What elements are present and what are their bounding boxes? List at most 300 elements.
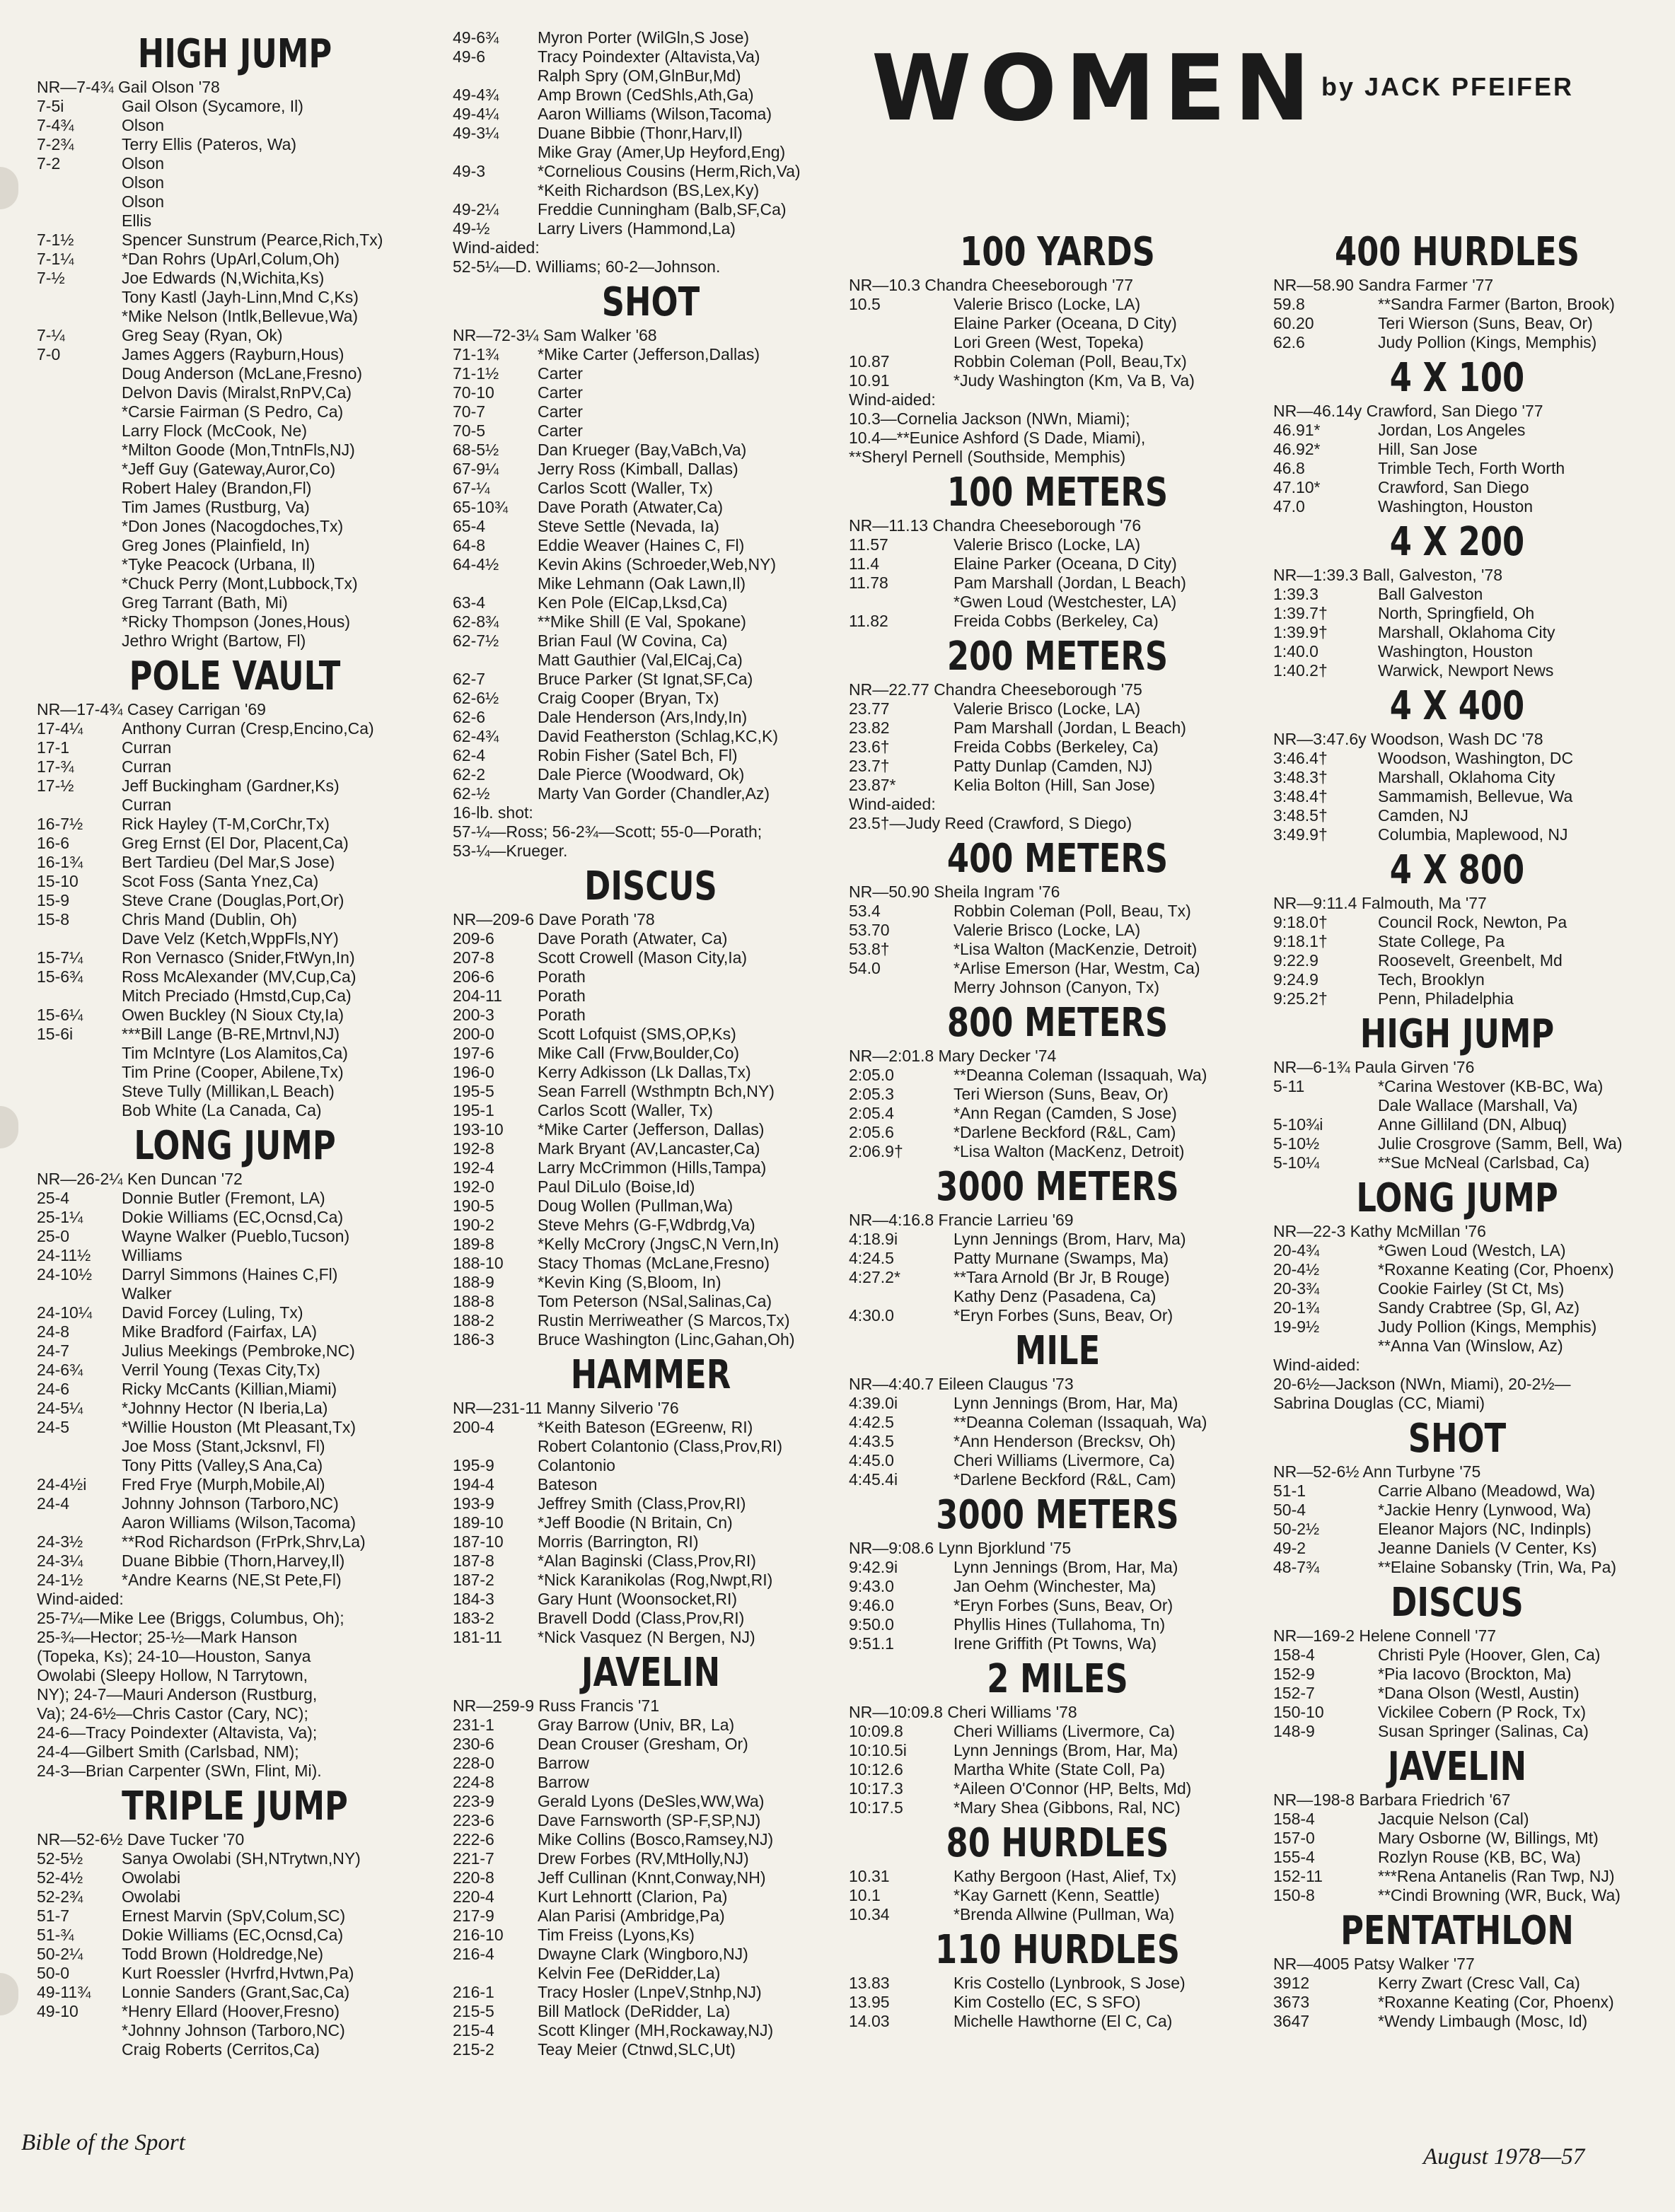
result-row bbox=[453, 1311, 849, 1330]
result-row bbox=[37, 1532, 433, 1552]
result-mark: 15-9 bbox=[37, 891, 70, 909]
result-mark: 188-2 bbox=[453, 1311, 494, 1329]
result-mark: 70-5 bbox=[453, 421, 486, 440]
result-row bbox=[1273, 1665, 1641, 1684]
result-mark: 10.91 bbox=[849, 371, 890, 390]
athlete-name: Paul DiLulo (Boise,Id) bbox=[538, 1177, 695, 1196]
athlete-name: Pam Marshall (Jordan, L Beach) bbox=[954, 718, 1186, 737]
result-mark bbox=[453, 181, 538, 200]
result-row bbox=[453, 948, 849, 967]
result-row bbox=[453, 162, 849, 181]
result-mark: 48-7¾ bbox=[1273, 1558, 1320, 1576]
result-mark: 63-4 bbox=[453, 593, 486, 612]
athlete-name: Curran bbox=[122, 757, 172, 776]
result-mark bbox=[37, 498, 122, 517]
result-mark: 193-9 bbox=[453, 1494, 494, 1513]
athlete-name: Vickilee Cobern (P Rock, Tx) bbox=[1378, 1703, 1587, 1721]
result-row bbox=[37, 1513, 433, 1532]
result-row bbox=[453, 1177, 849, 1197]
result-mark: 49-½ bbox=[453, 219, 490, 238]
athlete-name: Tim Freiss (Lyons,Ks) bbox=[538, 1926, 695, 1944]
athlete-name: Tim McIntyre (Los Alamitos,Ca) bbox=[122, 1044, 348, 1062]
result-row bbox=[37, 1456, 433, 1475]
result-row bbox=[1273, 2012, 1641, 2031]
result-mark: 220-8 bbox=[453, 1868, 494, 1887]
athlete-name: Tracy Poindexter (Altavista,Va) bbox=[538, 47, 760, 66]
event-section bbox=[849, 1489, 1266, 1653]
result-mark: 10:10.5i bbox=[849, 1741, 907, 1759]
athlete-name: *Mike Nelson (Intlk,Bellevue,Wa) bbox=[122, 307, 359, 325]
result-mark: 148-9 bbox=[1273, 1722, 1315, 1740]
athlete-name: *Roxanne Keating (Cor, Phoenx) bbox=[1378, 1993, 1614, 2011]
athlete-name: Lynn Jennings (Brom, Harv, Ma) bbox=[954, 1230, 1186, 1248]
result-mark: 10:09.8 bbox=[849, 1722, 903, 1740]
athlete-name: *Kelly McCrory (JngsC,N Vern,In) bbox=[538, 1235, 779, 1253]
athlete-name: Trimble Tech, Forth Worth bbox=[1378, 459, 1565, 477]
athlete-name: Bruce Washington (Linc,Gahan,Oh) bbox=[538, 1330, 795, 1349]
result-row bbox=[453, 200, 849, 219]
event-heading: 400 METERS bbox=[946, 836, 1169, 882]
result-row bbox=[37, 738, 433, 757]
result-row bbox=[1273, 1867, 1641, 1886]
result-mark bbox=[453, 574, 538, 593]
result-mark bbox=[37, 1456, 122, 1475]
result-mark: 52-5½ bbox=[37, 1849, 83, 1868]
event-section bbox=[849, 1325, 1266, 1489]
result-row bbox=[1273, 913, 1641, 932]
result-row bbox=[453, 1120, 849, 1139]
result-mark bbox=[849, 593, 954, 612]
athlete-name: Doug Wollen (Pullman,Wa) bbox=[538, 1197, 734, 1215]
athlete-name: Lynn Jennings (Brom, Har, Ma) bbox=[954, 1741, 1178, 1759]
result-row bbox=[453, 651, 849, 670]
national-record: NR—26-2¼ Ken Duncan '72 bbox=[37, 1170, 243, 1188]
result-row bbox=[453, 1082, 849, 1101]
athlete-name: Robbin Coleman (Poll, Beau, Tx) bbox=[954, 902, 1191, 920]
athlete-name: Mike Collins (Bosco,Ramsey,NJ) bbox=[538, 1830, 774, 1849]
athlete-name: Patty Murnane (Swamps, Ma) bbox=[954, 1249, 1169, 1267]
result-row bbox=[37, 250, 433, 269]
result-row bbox=[453, 1735, 849, 1754]
result-row bbox=[1273, 1539, 1641, 1558]
result-mark: 183-2 bbox=[453, 1609, 494, 1627]
athlete-name: Washington, Houston bbox=[1378, 497, 1534, 516]
note-line: 24-3—Brian Carpenter (SWn, Flint, Mi). bbox=[37, 1762, 322, 1780]
result-mark: 9:43.0 bbox=[849, 1577, 894, 1595]
result-row bbox=[1273, 1153, 1641, 1172]
athlete-name: James Aggers (Rayburn,Hous) bbox=[122, 345, 344, 363]
athlete-name: **Deanna Coleman (Issaquah, Wa) bbox=[954, 1066, 1207, 1084]
athlete-name: **Sandra Farmer (Barton, Brook) bbox=[1378, 295, 1615, 313]
national-record: NR—259-9 Russ Francis '71 bbox=[453, 1696, 659, 1715]
result-row bbox=[453, 1773, 849, 1792]
result-mark: 152-9 bbox=[1273, 1665, 1315, 1683]
athlete-name: *Eryn Forbes (Suns, Beav, Or) bbox=[954, 1306, 1173, 1325]
athlete-name: Tom Peterson (NSal,Salinas,Ca) bbox=[538, 1292, 772, 1310]
result-mark: 217-9 bbox=[453, 1907, 494, 1925]
athlete-name: *Lisa Walton (MacKenz, Detroit) bbox=[954, 1142, 1185, 1160]
athlete-name: Dale Pierce (Woodward, Ok) bbox=[538, 765, 745, 784]
result-row bbox=[37, 517, 433, 536]
event-section bbox=[37, 1120, 433, 1781]
result-row bbox=[37, 154, 433, 173]
event-heading: 100 YARDS bbox=[960, 229, 1155, 275]
byline: by JACK PFEIFER bbox=[1321, 72, 1575, 101]
event-heading: 4 X 800 bbox=[1389, 847, 1525, 893]
event-heading: 4 X 400 bbox=[1389, 683, 1525, 729]
result-mark: 70-7 bbox=[453, 402, 486, 421]
athlete-name: Merry Johnson (Canyon, Tx) bbox=[954, 978, 1160, 996]
result-mark: 188-9 bbox=[453, 1273, 494, 1291]
result-row bbox=[37, 345, 433, 364]
result-row bbox=[453, 479, 849, 498]
athlete-name: Olson bbox=[122, 154, 165, 173]
athlete-name: Carter bbox=[538, 364, 583, 383]
result-row bbox=[849, 1722, 1266, 1741]
athlete-name: Scot Foss (Santa Ynez,Ca) bbox=[122, 872, 319, 890]
result-mark: 152-11 bbox=[1273, 1867, 1323, 1885]
athlete-name: Dave Farnsworth (SP-F,SP,NJ) bbox=[538, 1811, 761, 1829]
national-record: NR—50.90 Sheila Ingram '76 bbox=[849, 883, 1060, 901]
result-row bbox=[453, 1254, 849, 1273]
result-row bbox=[453, 1571, 849, 1590]
result-mark: 230-6 bbox=[453, 1735, 494, 1753]
result-row bbox=[453, 1609, 849, 1628]
result-row bbox=[1273, 1077, 1641, 1096]
athlete-name: Larry McCrimmon (Hills,Tampa) bbox=[538, 1158, 767, 1177]
result-row bbox=[453, 536, 849, 555]
result-row bbox=[37, 929, 433, 948]
result-row bbox=[849, 1634, 1266, 1653]
result-mark: 220-4 bbox=[453, 1887, 494, 1906]
result-mark bbox=[37, 1063, 122, 1082]
result-row bbox=[37, 192, 433, 211]
athlete-name: *Mike Carter (Jefferson,Dallas) bbox=[538, 345, 760, 363]
note-line: Wind-aided: bbox=[453, 238, 540, 257]
result-mark: 62-6 bbox=[453, 708, 486, 726]
result-mark: 5-10½ bbox=[1273, 1134, 1320, 1153]
result-mark: 192-8 bbox=[453, 1139, 494, 1158]
athlete-name: *Pia Iacovo (Brockton, Ma) bbox=[1378, 1665, 1572, 1683]
result-mark: 62-6½ bbox=[453, 689, 499, 707]
athlete-name: *Jeff Boodie (N Britain, Cn) bbox=[538, 1513, 733, 1532]
athlete-name: Gary Hunt (Woonsocket,RI) bbox=[538, 1590, 738, 1608]
result-row bbox=[1273, 1722, 1641, 1741]
column-3 bbox=[849, 226, 1266, 2031]
athlete-name: Tony Pitts (Valley,S Ana,Ca) bbox=[122, 1456, 323, 1474]
result-mark: 1:40.0 bbox=[1273, 642, 1318, 660]
result-row bbox=[37, 1983, 433, 2002]
result-mark: 2:05.3 bbox=[849, 1085, 894, 1103]
athlete-name: Patty Dunlap (Camden, NJ) bbox=[954, 757, 1153, 775]
event-section bbox=[37, 651, 433, 1120]
athlete-name: Steve Settle (Nevada, Ia) bbox=[538, 517, 719, 535]
result-mark bbox=[37, 364, 122, 383]
result-mark: 9:25.2† bbox=[1273, 989, 1328, 1008]
result-row bbox=[37, 1208, 433, 1227]
athlete-name: Jeff Cullinan (Knnt,Conway,NH) bbox=[538, 1868, 766, 1887]
athlete-name: *Ricky Thompson (Jones,Hous) bbox=[122, 612, 350, 631]
result-row bbox=[849, 1615, 1266, 1634]
event-section bbox=[453, 861, 849, 1349]
athlete-name: Drew Forbes (RV,MtHolly,NJ) bbox=[538, 1849, 749, 1868]
event-heading: 2 MILES bbox=[987, 1656, 1128, 1702]
athlete-name: Ellis bbox=[122, 211, 152, 230]
athlete-name: Jethro Wright (Bartow, Fl) bbox=[122, 631, 306, 650]
result-row bbox=[37, 1063, 433, 1082]
result-row bbox=[849, 1066, 1266, 1085]
result-mark bbox=[37, 574, 122, 593]
result-mark: 157-0 bbox=[1273, 1829, 1315, 1847]
result-row bbox=[1273, 295, 1641, 314]
result-mark: 17-4¼ bbox=[37, 719, 83, 738]
result-mark: 186-3 bbox=[453, 1330, 494, 1349]
athlete-name: Alan Parisi (Ambridge,Pa) bbox=[538, 1907, 725, 1925]
athlete-name: *Keith Bateson (EGreenw, RI) bbox=[538, 1418, 753, 1436]
athlete-name: Rustin Merriweather (S Marcos,Tx) bbox=[538, 1311, 790, 1329]
athlete-name: *Darlene Beckford (R&L, Cam) bbox=[954, 1123, 1176, 1141]
result-mark bbox=[37, 536, 122, 555]
athlete-name: David Forcey (Luling, Tx) bbox=[122, 1303, 303, 1322]
result-row bbox=[849, 921, 1266, 940]
result-row bbox=[453, 517, 849, 536]
athlete-name: Jeanne Daniels (V Center, Ks) bbox=[1378, 1539, 1597, 1557]
result-mark: 52-4½ bbox=[37, 1868, 83, 1887]
result-mark: 53.70 bbox=[849, 921, 890, 939]
athlete-name: Dokie Williams (EC,Ocnsd,Ca) bbox=[122, 1208, 344, 1226]
result-row bbox=[849, 1760, 1266, 1779]
athlete-name: Ron Vernasco (Snider,FtWyn,In) bbox=[122, 948, 355, 967]
result-row bbox=[453, 574, 849, 593]
result-mark: 5-10¾i bbox=[1273, 1115, 1323, 1134]
note-line: 24-6—Tracy Poindexter (Altavista, Va); bbox=[37, 1723, 318, 1742]
athlete-name: Williams bbox=[122, 1246, 182, 1264]
national-record: NR—169-2 Helene Connell '77 bbox=[1273, 1626, 1497, 1645]
result-row bbox=[37, 574, 433, 593]
athlete-name: Cookie Fairley (St Ct, Ms) bbox=[1378, 1279, 1565, 1298]
result-mark: 4:43.5 bbox=[849, 1432, 894, 1450]
athlete-name: **Mike Shill (E Val, Spokane) bbox=[538, 612, 746, 631]
result-row bbox=[37, 173, 433, 192]
result-row bbox=[453, 1552, 849, 1571]
result-mark: 9:18.1† bbox=[1273, 932, 1328, 950]
result-row bbox=[37, 2002, 433, 2021]
athlete-name: *Gwen Loud (Westchester, LA) bbox=[954, 593, 1177, 611]
athlete-name: *Jackie Henry (Lynwood, Wa) bbox=[1378, 1501, 1592, 1519]
athlete-name: Craig Cooper (Bryan, Tx) bbox=[538, 689, 719, 707]
result-mark: 9:22.9 bbox=[1273, 951, 1318, 970]
result-mark: 5-10¼ bbox=[1273, 1153, 1320, 1172]
result-row bbox=[453, 181, 849, 200]
national-record: NR—22-3 Kathy McMillan '76 bbox=[1273, 1222, 1486, 1240]
athlete-name: Columbia, Maplewood, NJ bbox=[1378, 825, 1568, 844]
athlete-name: Anthony Curran (Cresp,Encino,Ca) bbox=[122, 719, 374, 738]
athlete-name: Carlos Scott (Waller, Tx) bbox=[538, 1101, 713, 1119]
event-heading: HAMMER bbox=[570, 1352, 731, 1398]
athlete-name: *Nick Vasquez (N Bergen, NJ) bbox=[538, 1628, 755, 1646]
result-row bbox=[37, 986, 433, 1006]
athlete-name: Robert Haley (Brandon,Fl) bbox=[122, 479, 312, 497]
result-mark bbox=[37, 307, 122, 326]
result-row bbox=[37, 1926, 433, 1945]
result-row bbox=[37, 891, 433, 910]
result-row bbox=[37, 1303, 433, 1322]
result-mark: 53.4 bbox=[849, 902, 881, 920]
athlete-name: Kevin Akins (Schroeder,Web,NY) bbox=[538, 555, 777, 574]
result-row bbox=[849, 1123, 1266, 1142]
result-mark bbox=[849, 1287, 954, 1306]
result-mark bbox=[37, 1437, 122, 1456]
result-row bbox=[453, 1945, 849, 1964]
event-section bbox=[1273, 1413, 1641, 1577]
result-row bbox=[1273, 421, 1641, 440]
result-mark: 7-2¾ bbox=[37, 135, 74, 153]
result-row bbox=[849, 1596, 1266, 1615]
athlete-name: Tim Prine (Cooper, Abilene,Tx) bbox=[122, 1063, 344, 1081]
result-row bbox=[1273, 1115, 1641, 1134]
result-mark: 155-4 bbox=[1273, 1848, 1315, 1866]
event-heading: 3000 METERS bbox=[936, 1164, 1179, 1210]
athlete-name: Matt Gauthier (Val,ElCaj,Ca) bbox=[538, 651, 743, 669]
event-section bbox=[1273, 226, 1641, 352]
result-row bbox=[453, 1025, 849, 1044]
result-row bbox=[1273, 1317, 1641, 1337]
national-record: NR—3:47.6y Woodson, Wash DC '78 bbox=[1273, 730, 1543, 748]
result-mark: 62.6 bbox=[1273, 333, 1305, 351]
result-mark: 221-7 bbox=[453, 1849, 494, 1868]
result-row bbox=[1273, 749, 1641, 768]
result-mark: 195-9 bbox=[453, 1456, 494, 1474]
result-row bbox=[849, 535, 1266, 554]
result-row bbox=[37, 2040, 433, 2059]
result-row bbox=[453, 105, 849, 124]
note-line: 53-¼—Krueger. bbox=[453, 842, 568, 860]
result-mark: 15-8 bbox=[37, 910, 70, 929]
athlete-name: Larry Livers (Hammond,La) bbox=[538, 219, 736, 238]
result-mark: 20-4¾ bbox=[1273, 1241, 1320, 1259]
athlete-name: Lynn Jennings (Brom, Har, Ma) bbox=[954, 1558, 1178, 1576]
athlete-name: Bill Matlock (DeRidder, La) bbox=[538, 2002, 731, 2020]
athlete-name: *Johnny Johnson (Tarboro,NC) bbox=[122, 2021, 345, 2039]
result-mark: 9:42.9i bbox=[849, 1558, 898, 1576]
result-mark: 188-8 bbox=[453, 1292, 494, 1310]
result-row bbox=[37, 796, 433, 815]
binder-hole-middle bbox=[0, 1106, 18, 1148]
note-line: Owolabi (Sleepy Hollow, N Tarrytown, bbox=[37, 1666, 308, 1684]
athlete-name: Mike Lehmann (Oak Lawn,Il) bbox=[538, 574, 746, 593]
athlete-name: *Mary Shea (Gibbons, Ral, NC) bbox=[954, 1798, 1181, 1817]
athlete-name: Cheri Williams (Livermore, Ca) bbox=[954, 1451, 1176, 1469]
result-mark: 7-2 bbox=[37, 154, 61, 173]
athlete-name: Olson bbox=[122, 173, 165, 192]
result-mark bbox=[37, 460, 122, 479]
result-mark: 24-4 bbox=[37, 1494, 70, 1513]
result-mark: 4:45.4i bbox=[849, 1470, 898, 1489]
athlete-name: Kurt Roessler (Hvrfrd,Hvtwn,Pa) bbox=[122, 1964, 354, 1982]
result-mark: 10.31 bbox=[849, 1867, 890, 1885]
result-row bbox=[453, 1437, 849, 1456]
athlete-name: **Anna Van (Winslow, Az) bbox=[1378, 1337, 1563, 1355]
result-mark: 222-6 bbox=[453, 1830, 494, 1849]
result-row bbox=[1273, 1684, 1641, 1703]
athlete-name: Mark Bryant (AV,Lancaster,Ca) bbox=[538, 1139, 760, 1158]
result-mark: 197-6 bbox=[453, 1044, 494, 1062]
result-row bbox=[453, 1292, 849, 1311]
athlete-name: *Johnny Hector (N Iberia,La) bbox=[122, 1399, 328, 1417]
result-mark: 187-2 bbox=[453, 1571, 494, 1589]
result-row bbox=[453, 441, 849, 460]
athlete-name: *Don Jones (Nacogdoches,Tx) bbox=[122, 517, 344, 535]
result-row bbox=[37, 1849, 433, 1868]
result-mark: 4:30.0 bbox=[849, 1306, 894, 1325]
athlete-name: Kelia Bolton (Hill, San Jose) bbox=[954, 776, 1156, 794]
result-mark bbox=[849, 333, 954, 352]
result-row bbox=[453, 421, 849, 441]
athlete-name: Jerry Ross (Kimball, Dallas) bbox=[538, 460, 738, 478]
event-heading: 400 HURDLES bbox=[1334, 229, 1580, 275]
result-row bbox=[849, 612, 1266, 631]
athlete-name: Lonnie Sanders (Grant,Sac,Ca) bbox=[122, 1983, 350, 2001]
result-row bbox=[453, 364, 849, 383]
result-row bbox=[37, 364, 433, 383]
result-row bbox=[1273, 585, 1641, 604]
event-heading: 110 HURDLES bbox=[934, 1927, 1181, 1973]
result-mark: 15-7¼ bbox=[37, 948, 83, 967]
athlete-name: Donnie Butler (Fremont, LA) bbox=[122, 1189, 325, 1207]
result-mark: 51-7 bbox=[37, 1907, 70, 1925]
athlete-name: Kim Costello (EC, S SFO) bbox=[954, 1993, 1141, 2011]
result-row bbox=[849, 333, 1266, 352]
result-mark: 3:48.5† bbox=[1273, 806, 1328, 825]
result-row bbox=[849, 978, 1266, 997]
athlete-name: Curran bbox=[122, 796, 172, 814]
result-row bbox=[37, 1418, 433, 1437]
result-row bbox=[37, 288, 433, 307]
national-record: NR—9:11.4 Falmouth, Ma '77 bbox=[1273, 894, 1487, 912]
result-row bbox=[453, 219, 849, 238]
result-mark: 187-10 bbox=[453, 1532, 504, 1551]
athlete-name: Dave Porath (Atwater,Ca) bbox=[538, 498, 724, 516]
result-row bbox=[453, 593, 849, 612]
result-row bbox=[849, 1230, 1266, 1249]
result-mark bbox=[37, 173, 122, 192]
result-row bbox=[849, 718, 1266, 738]
result-row bbox=[1273, 825, 1641, 844]
result-row bbox=[1273, 1829, 1641, 1848]
result-row bbox=[1273, 642, 1641, 661]
athlete-name: Olson bbox=[122, 192, 165, 211]
athlete-name: Terry Ellis (Pateros, Wa) bbox=[122, 135, 297, 153]
event-section bbox=[37, 28, 433, 651]
athlete-name: Chris Mand (Dublin, Oh) bbox=[122, 910, 297, 929]
result-mark bbox=[37, 1044, 122, 1063]
result-row bbox=[37, 1552, 433, 1571]
result-mark: 49-4¾ bbox=[453, 86, 499, 104]
athlete-name: Gerald Lyons (DeSles,WW,Wa) bbox=[538, 1792, 765, 1810]
result-row bbox=[849, 1558, 1266, 1577]
athlete-name: Cheri Williams (Livermore, Ca) bbox=[954, 1722, 1176, 1740]
result-mark: 20-4½ bbox=[1273, 1260, 1320, 1279]
footer-publication: Bible of the Sport bbox=[21, 2130, 185, 2155]
result-mark: 195-1 bbox=[453, 1101, 494, 1119]
athlete-name: Mary Osborne (W, Billings, Mt) bbox=[1378, 1829, 1599, 1847]
athlete-name: Myron Porter (WilGln,S Jose) bbox=[538, 28, 750, 47]
result-mark: 2:05.6 bbox=[849, 1123, 894, 1141]
result-mark: 152-7 bbox=[1273, 1684, 1315, 1702]
result-row bbox=[37, 1189, 433, 1208]
note-line: Wind-aided: bbox=[1273, 1356, 1360, 1374]
athlete-name: *Aileen O'Connor (HP, Belts, Md) bbox=[954, 1779, 1192, 1798]
